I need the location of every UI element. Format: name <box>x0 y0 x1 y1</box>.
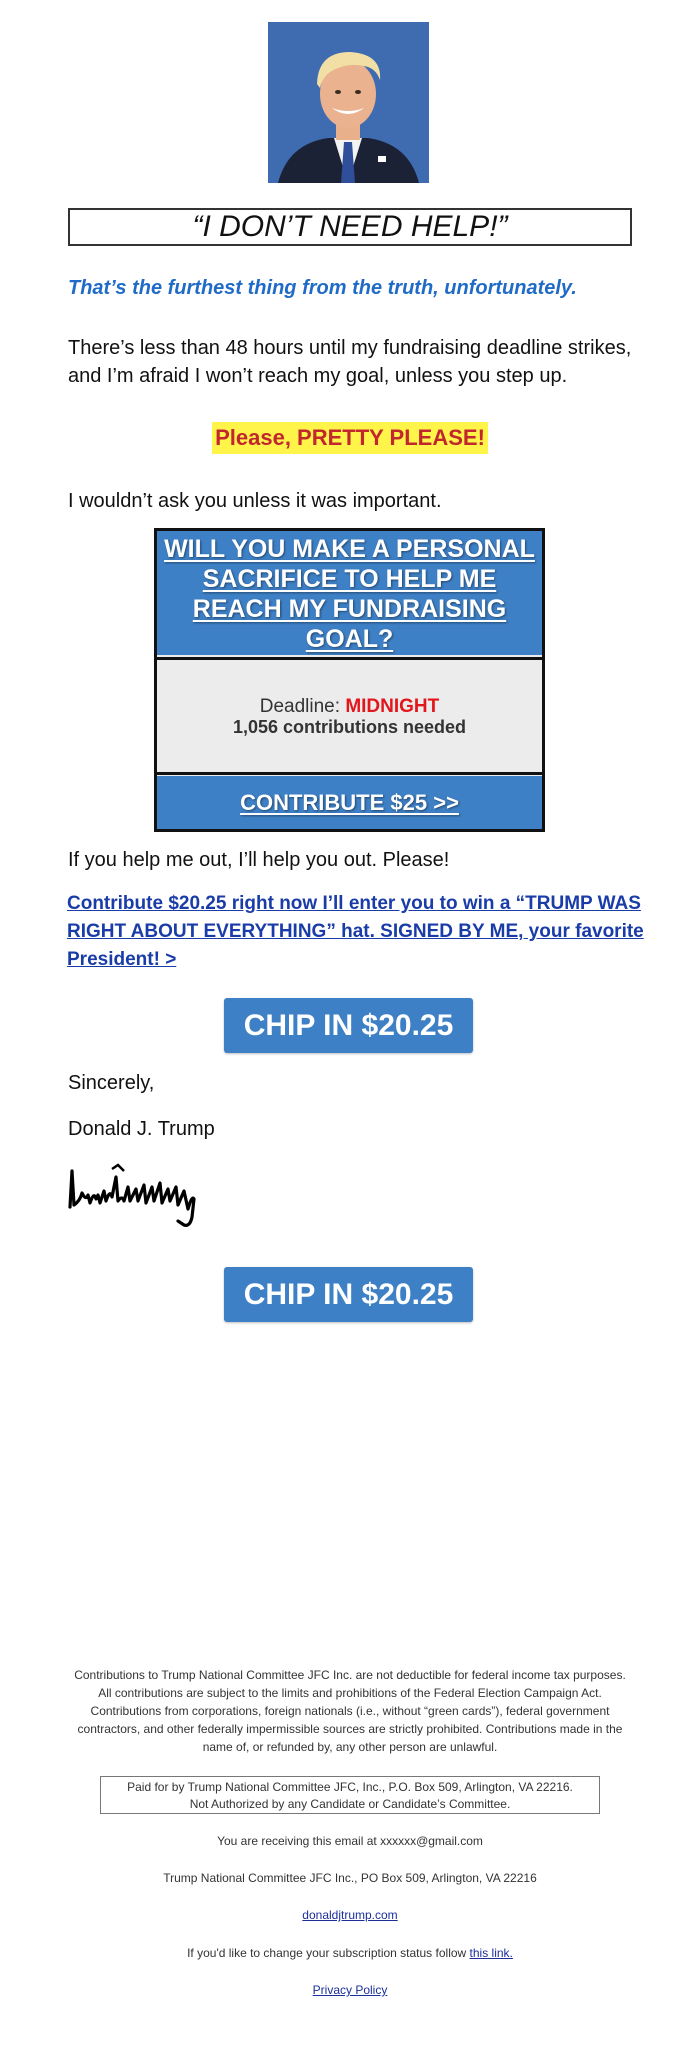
sincerely-text: Sincerely, <box>68 1072 155 1094</box>
headline-quote-box <box>68 208 632 246</box>
contributions-needed: 1,056 contributions needed <box>232 717 467 737</box>
signer-name: Donald J. Trump <box>68 1118 215 1140</box>
website-line <box>0 1908 700 1922</box>
deadline-label: Deadline: <box>259 696 341 717</box>
subscription-prefix: If you'd like to change your subscription status follow <box>187 1946 467 1960</box>
chip-in-button-bottom[interactable]: CHIP IN $20.25 <box>224 1267 473 1322</box>
signature-icon <box>66 1155 201 1235</box>
deadline-line <box>157 696 542 717</box>
help-paragraph: If you help me out, I’ll help you out. Please! <box>68 849 450 871</box>
paid-for-line-2: Not Authorized by any Candidate or Candidate’s Committee. <box>189 1797 511 1811</box>
portrait-photo <box>268 22 429 183</box>
receiving-email-line <box>0 1834 700 1848</box>
receiving-prefix: You are receiving this email at <box>217 1834 377 1848</box>
please-highlight: Please, PRETTY PLEASE! <box>212 422 488 454</box>
deadline-paragraph: There’s less than 48 hours until my fundraising deadline strikes, and I’m afraid I won’t reach my goal, unless you step up. <box>68 337 632 387</box>
privacy-policy-link[interactable]: Privacy Policy <box>312 1983 388 1997</box>
subscription-link[interactable]: this link. <box>469 1946 513 1960</box>
paid-for-box <box>100 1776 600 1814</box>
important-paragraph: I wouldn’t ask you unless it was important. <box>68 490 442 512</box>
deadline-value: MIDNIGHT <box>345 696 440 717</box>
privacy-line <box>0 1983 700 1997</box>
contribution-card <box>154 528 545 832</box>
subscription-line <box>0 1946 700 1960</box>
subhead: That’s the furthest thing from the truth, unfortunately. <box>68 277 577 299</box>
contribute-25-button[interactable]: CONTRIBUTE $25 >> <box>157 776 542 829</box>
website-link[interactable]: donaldjtrump.com <box>302 1908 398 1922</box>
hat-offer-link[interactable]: Contribute $20.25 right now I’ll enter you to win a “TRUMP WAS RIGHT ABOUT EVERYTHING” hat. SIGNED BY ME, your favorite President! > <box>67 893 644 970</box>
mailing-address: Trump National Committee JFC Inc., PO Box 509, Arlington, VA 22216 <box>163 1871 537 1885</box>
please-row <box>0 422 700 454</box>
portrait-illustration <box>268 22 429 183</box>
headline-quote: “I DON’T NEED HELP!” <box>192 210 508 243</box>
recipient-email: xxxxxx@gmail.com <box>380 1834 483 1848</box>
legal-disclaimer: Contributions to Trump National Committee JFC Inc. are not deductible for federal income tax purposes. All contributions are subject to the limits and prohibitions of the Federal Election Campaign Act. Contributions from corporations, foreign nationals (i.e., without “green cards”), federal government contractors, and other federally impermissible sources are strictly prohibited. Contributions made in the name of, or refunded by, any other person are unlawful. <box>74 1668 626 1754</box>
paid-for-line-1: Paid for by Trump National Committee JFC, Inc., P.O. Box 509, Arlington, VA 22216. <box>127 1780 573 1794</box>
card-headline[interactable]: WILL YOU MAKE A PERSONAL SACRIFICE TO HELP ME REACH MY FUNDRAISING GOAL? <box>157 531 542 655</box>
chip-in-button-top[interactable]: CHIP IN $20.25 <box>224 998 473 1053</box>
card-deadline-panel <box>157 657 542 775</box>
